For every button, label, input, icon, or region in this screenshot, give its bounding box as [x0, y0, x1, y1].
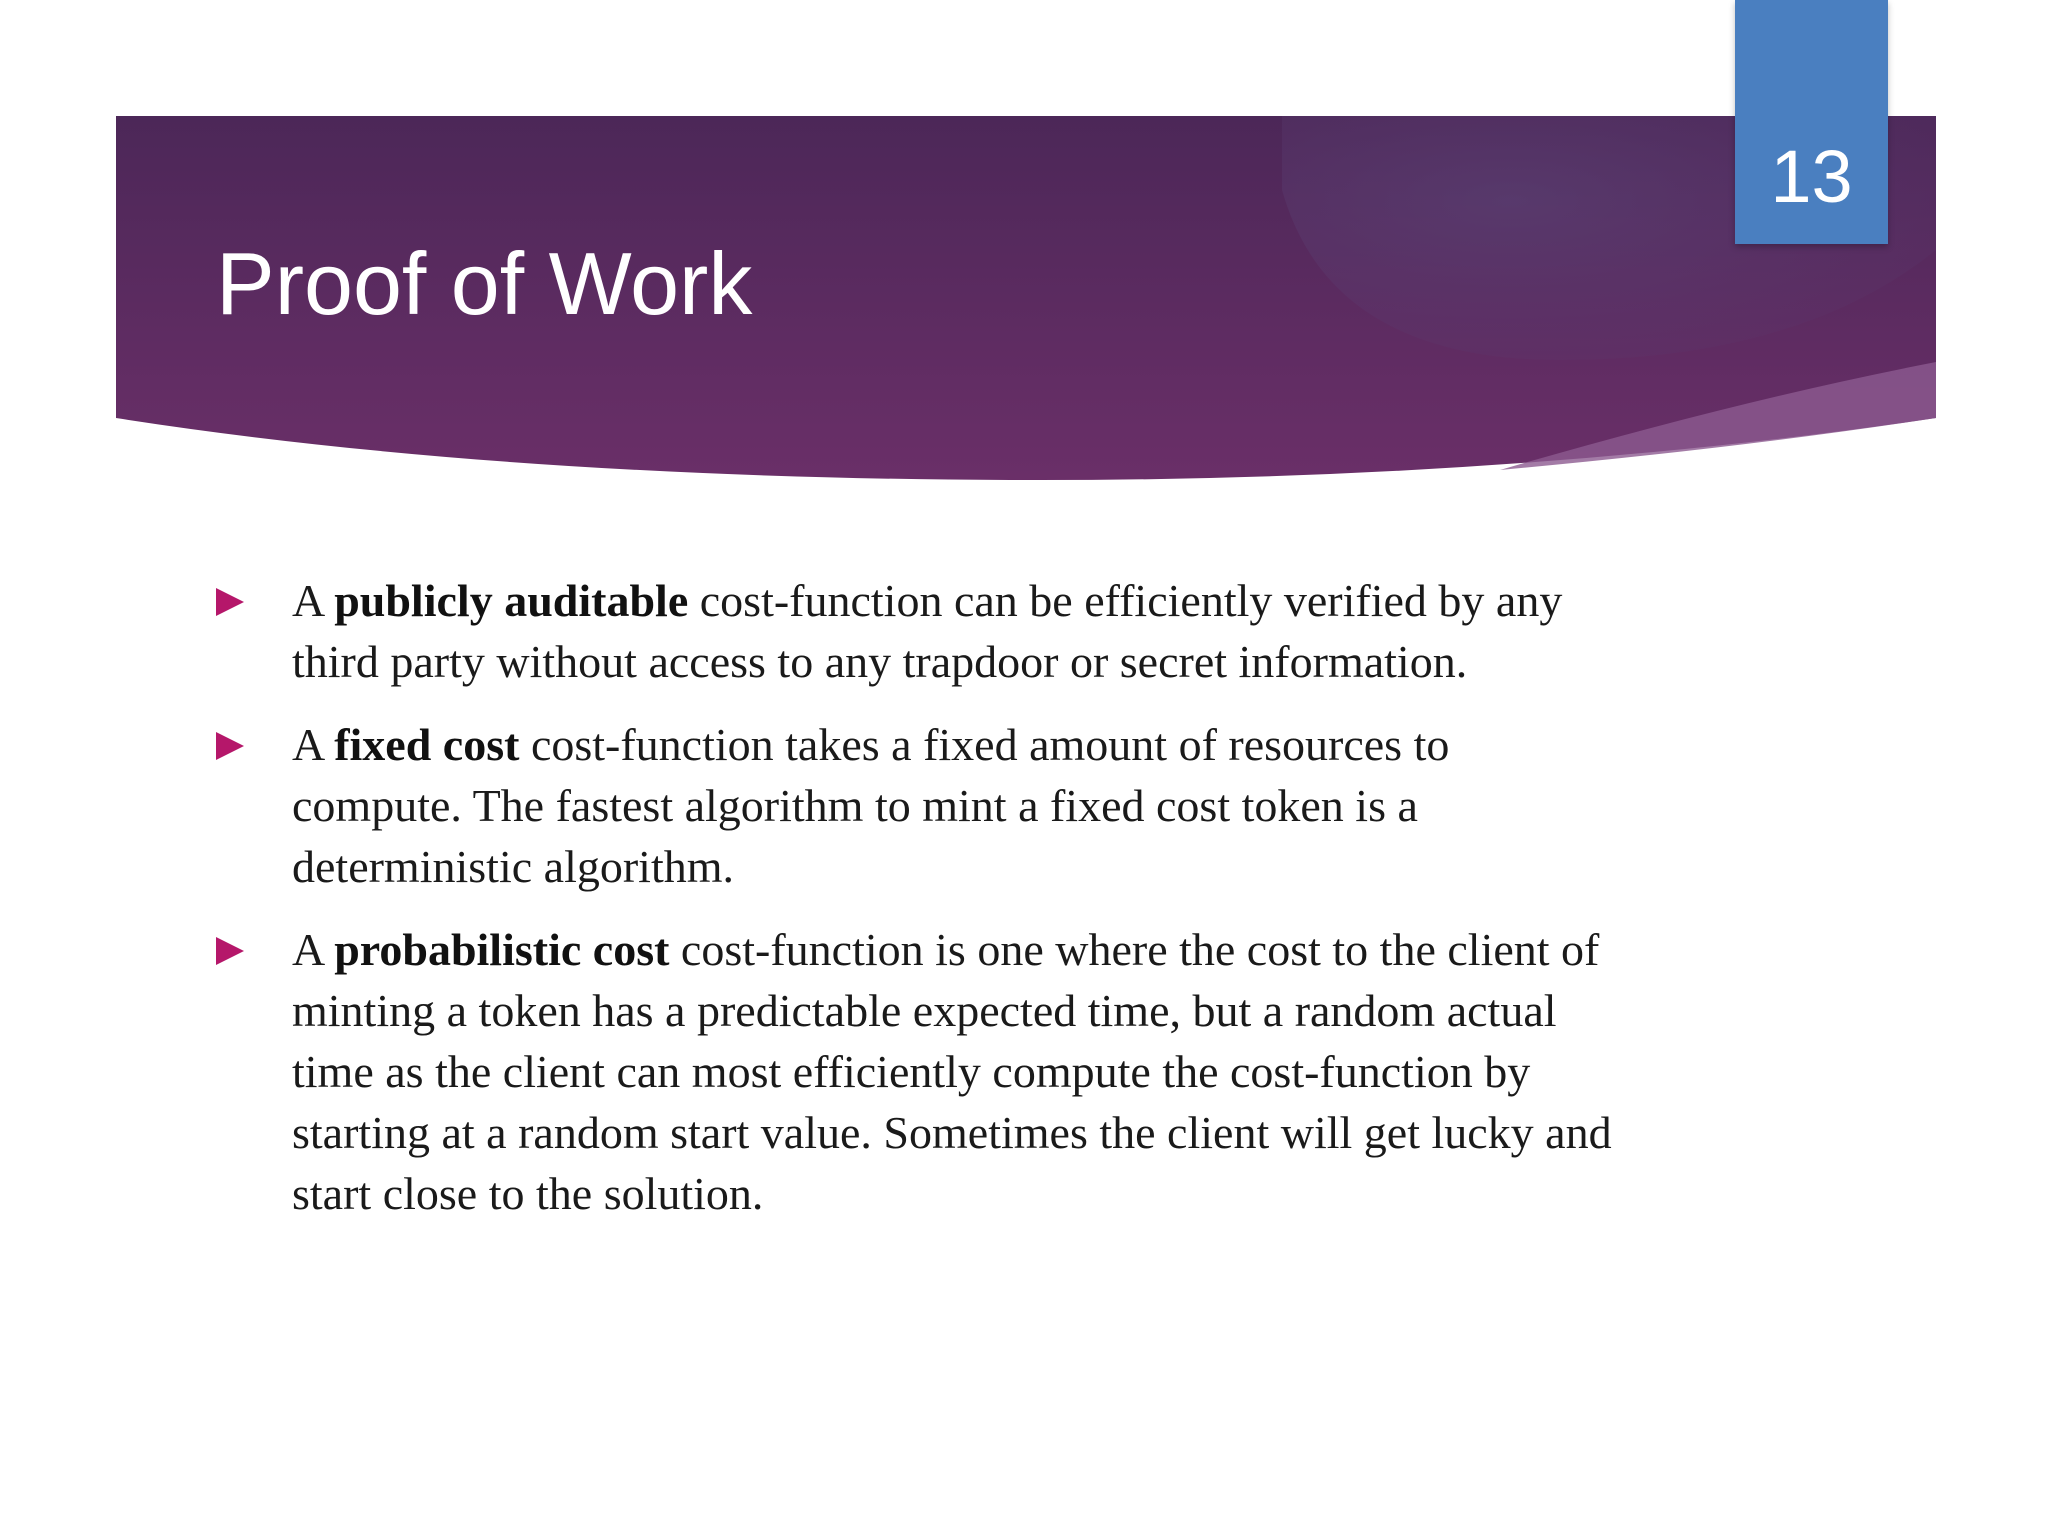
triangle-bullet-icon	[216, 732, 244, 760]
bullet-text: cost-function is one where the cost to the client of minting a token has a predictable expected time, but a random actual time as the client can most efficiently compute the cost-function by starting at a random start value. Sometimes the client will get lucky and start close to the solution.	[292, 924, 1612, 1219]
bullet-lead: A	[292, 575, 335, 626]
bullet-term: probabilistic cost	[334, 924, 670, 975]
slide-title: Proof of Work	[216, 234, 753, 333]
bullet-lead: A	[292, 719, 335, 770]
bullet-lead: A	[292, 924, 335, 975]
slide-number: 13	[1770, 135, 1853, 218]
bullet-item-publicly-auditable	[212, 570, 1612, 692]
triangle-bullet-icon	[216, 937, 244, 965]
bullet-list	[212, 570, 1612, 1246]
bullet-term: publicly auditable	[334, 575, 689, 626]
bullet-item-fixed-cost	[212, 714, 1612, 897]
bullet-term: fixed cost	[334, 719, 520, 770]
triangle-bullet-icon	[216, 588, 244, 616]
bullet-text: cost-function can be efficiently verified by any third party without access to any trapdoor or secret information.	[292, 575, 1563, 687]
bullet-text: cost-function takes a fixed amount of resources to compute. The fastest algorithm to mint a fixed cost token is a deterministic algorithm.	[292, 719, 1450, 892]
slide-number-badge	[1735, 0, 1888, 244]
bullet-item-probabilistic-cost	[212, 919, 1612, 1224]
